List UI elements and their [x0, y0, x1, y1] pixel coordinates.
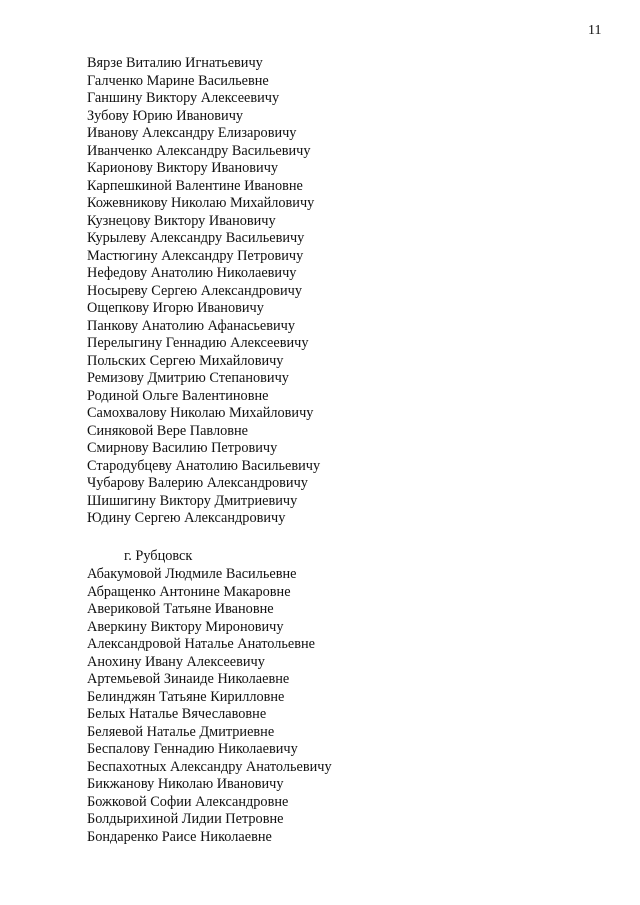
list-item: Аверкину Виктору Мироновичу: [87, 618, 284, 635]
list-item: Абакумовой Людмиле Васильевне: [87, 566, 297, 582]
list-item: Шишигину Виктору Дмитриевичу: [87, 492, 298, 509]
list-item: Артемьевой Зинаиде Николаевне: [87, 671, 290, 687]
list-item: Иванченко Александру Васильевичу: [87, 142, 311, 159]
list-item: Смирнову Василию Петровичу: [87, 440, 278, 456]
list-item: Зубову Юрию Ивановичу: [87, 107, 244, 124]
list-item: Юдину Сергею Александровичу: [87, 510, 286, 526]
list-item: Карпешкиной Валентине Ивановне: [87, 177, 303, 194]
page-number: 11: [588, 23, 602, 38]
list-item: Галченко Марине Васильевне: [87, 72, 269, 89]
list-item: Нефедову Анатолию Николаевичу: [87, 265, 297, 281]
list-item: Анохину Ивану Алексеевичу: [87, 653, 265, 670]
list-item: Кузнецову Виктору Ивановичу: [87, 212, 276, 229]
list-item: Беспахотных Александру Анатольевичу: [87, 758, 332, 775]
list-item: Носыреву Сергею Александровичу: [87, 282, 302, 299]
list-item: Абращенко Антонине Макаровне: [87, 583, 291, 600]
list-item: Вярзе Виталию Игнатьевичу: [87, 55, 263, 71]
list-item: Божковой Софии Александровне: [87, 793, 289, 810]
list-item: Кожевникову Николаю Михайловичу: [87, 195, 315, 211]
list-item: Курылеву Александру Васильевичу: [87, 230, 305, 246]
list-item: Бикжанову Николаю Ивановичу: [87, 776, 284, 792]
list-item: Карионову Виктору Ивановичу: [87, 160, 279, 176]
list-item: Мастюгину Александру Петровичу: [87, 247, 304, 264]
list-item: Панкову Анатолию Афанасьевичу: [87, 317, 296, 334]
list-item: Ганшину Виктору Алексеевичу: [87, 90, 280, 106]
list-item: Стародубцеву Анатолию Васильевичу: [87, 457, 321, 474]
list-item: Польских Сергею Михайловичу: [87, 352, 284, 369]
list-item: Беспалову Геннадию Николаевичу: [87, 741, 298, 757]
list-item: Болдырихиной Лидии Петровне: [87, 811, 284, 827]
section-heading-city: г. Рубцовск: [124, 548, 193, 564]
list-item: Бондаренко Раисе Николаевне: [87, 828, 272, 845]
list-item: Ремизову Дмитрию Степановичу: [87, 370, 289, 386]
list-item: Иванову Александру Елизаровичу: [87, 125, 297, 141]
list-item: Александровой Наталье Анатольевне: [87, 636, 315, 652]
list-item: Беляевой Наталье Дмитриевне: [87, 723, 275, 740]
name-list-section-2: [87, 566, 332, 846]
list-item: Белых Наталье Вячеславовне: [87, 706, 267, 722]
list-item: Синяковой Вере Павловне: [87, 422, 249, 439]
list-item: Чубарову Валерию Александровичу: [87, 475, 308, 491]
name-list-section-1: [87, 55, 320, 528]
list-item: Авериковой Татьяне Ивановне: [87, 601, 274, 617]
list-item: Ощепкову Игорю Ивановичу: [87, 300, 264, 316]
list-item: Самохвалову Николаю Михайловичу: [87, 405, 314, 421]
list-item: Белинджян Татьяне Кирилловне: [87, 688, 285, 705]
list-item: Родиной Ольге Валентиновне: [87, 387, 269, 404]
list-item: Перелыгину Геннадию Алексеевичу: [87, 335, 309, 351]
